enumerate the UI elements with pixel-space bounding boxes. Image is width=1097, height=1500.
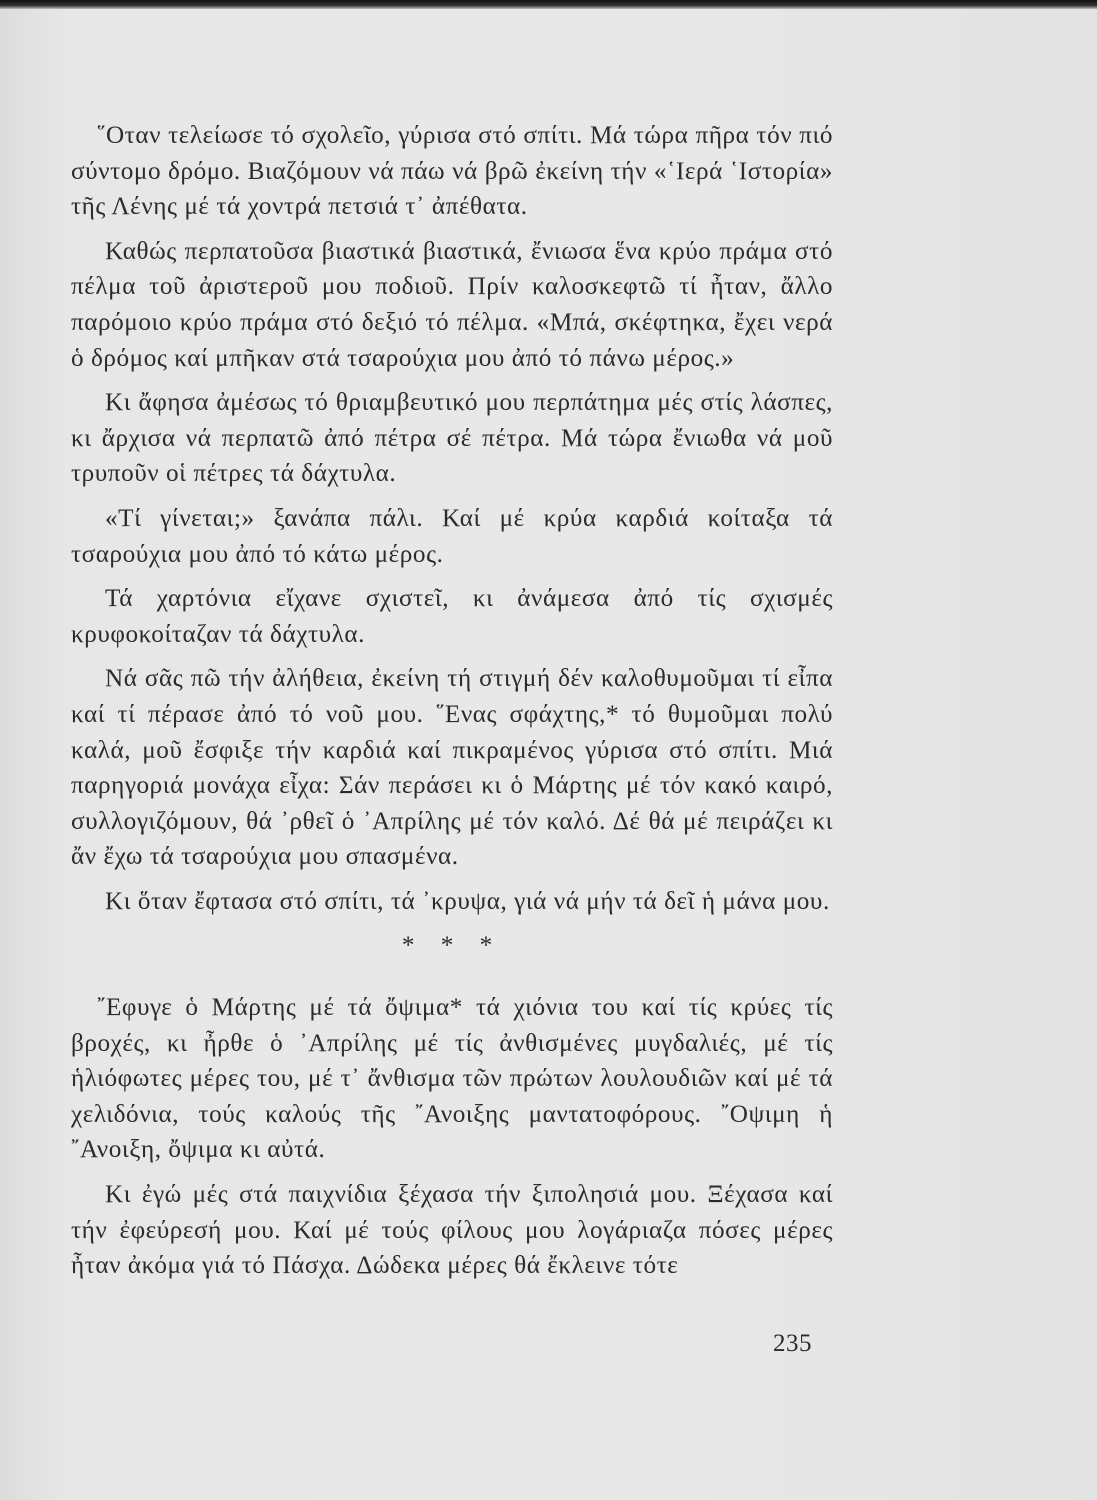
paragraph-8: ῎Εφυγε ὁ Μάρτης μέ τά ὄψιμα* τά χιόνια του καί τίς κρύες τίς βροχές, κι ἦρθε ὁ ᾿Απρίλης μέ τίς ἀνθισμένες μυγδαλιές, μέ τίς ἡλιόφωτες μέρες του, μέ τ᾿ ἄνθισμα τῶν πρώτων λουλουδιῶν καί μέ τά χελιδόνια, τούς καλούς τῆς ῎Ανοιξης μαντατοφόρους. ῎Οψιμη ἡ ῎Ανοιξη, ὄψιμα κι αὐτά.	[71, 994, 833, 1164]
scan-top-edge	[0, 0, 1097, 9]
section-separator: * * *	[401, 932, 503, 960]
paragraph-6: Νά σᾶς πῶ τήν ἀλήθεια, ἐκείνη τή στιγμή δέν καλοθυμοῦμαι τί εἶπα καί τί πέρασε ἀπό τό νοῦ μου. ῞Ενας σφάχτης,* τό θυμοῦμαι πολύ καλά, μοῦ ἔσφιξε τήν καρδιά καί πικραμένος γύρισα στό σπίτι. Μιά παρηγοριά μονάχα εἶχα: Σάν περάσει κι ὁ Μάρτης μέ τόν κακό καιρό, συλλογιζόμουν, θά ᾿ρθεῖ ὁ ᾿Απρίλης μέ τόν καλό. Δέ θά μέ πειράζει κι ἄν ἔχω τά τσαρούχια μου σπασμένα.	[71, 665, 833, 871]
paragraph-7: Κι ὅταν ἔφτασα στό σπίτι, τά ᾿κρυψα, γιά νά μήν τά δεῖ ἡ μάνα μου.	[105, 887, 830, 915]
paragraph-4: «Τί γίνεται;» ξανάπα πάλι. Καί μέ κρύα καρδιά κοίταξα τά τσαρούχια μου ἀπό τό κάτω μέρος.	[71, 504, 833, 568]
paragraph-1: ῞Οταν τελείωσε τό σχολεῖο, γύρισα στό σπίτι. Μά τώρα πῆρα τόν πιό σύντομο δρόμο. Βιαζόμουν νά πάω νά βρῶ ἐκείνη τήν «῾Ιερά ῾Ιστορία» τῆς Λένης μέ τά χοντρά πετσιά τ᾿ ἀπέθατα.	[71, 122, 833, 221]
paragraph-2: Καθώς περπατοῦσα βιαστικά βιαστικά, ἔνιωσα ἕνα κρύο πράμα στό πέλμα τοῦ ἀριστεροῦ μου ποδιοῦ. Πρίν καλοσκεφτῶ τί ἦταν, ἄλλο παρόμοιο κρύο πράμα στό δεξιό τό πέλμα. «Μπά, σκέφτηκα, ἔχει νερά ὁ δρόμος καί μπῆκαν στά τσαρούχια μου ἀπό τό πάνω μέρος.»	[71, 237, 833, 372]
page-body-text	[71, 118, 833, 1293]
page-number: 235	[773, 1330, 812, 1357]
paragraph-9: Κι ἐγώ μές στά παιχνίδια ξέχασα τήν ξιπολησιά μου. Ξέχασα καί τήν ἐφεύρεσή μου. Καί μέ τούς φίλους μου λογάριαζα πόσες μέρες ἦταν ἀκόμα γιά τό Πάσχα. Δώδεκα μέρες θά ἔκλεινε τότε	[71, 1181, 833, 1280]
paragraph-3: Κι ἄφησα ἀμέσως τό θριαμβευτικό μου περπάτημα μές στίς λάσπες, κι ἄρχισα νά περπατῶ ἀπό πέτρα σέ πέτρα. Μά τώρα ἔνιωθα νά μοῦ τρυποῦν οἱ πέτρες τά δάχτυλα.	[71, 389, 833, 488]
paragraph-5: Τά χαρτόνια εἴχανε σχιστεῖ, κι ἀνάμεσα ἀπό τίς σχισμές κρυφοκοίταζαν τά δάχτυλα.	[71, 585, 833, 648]
